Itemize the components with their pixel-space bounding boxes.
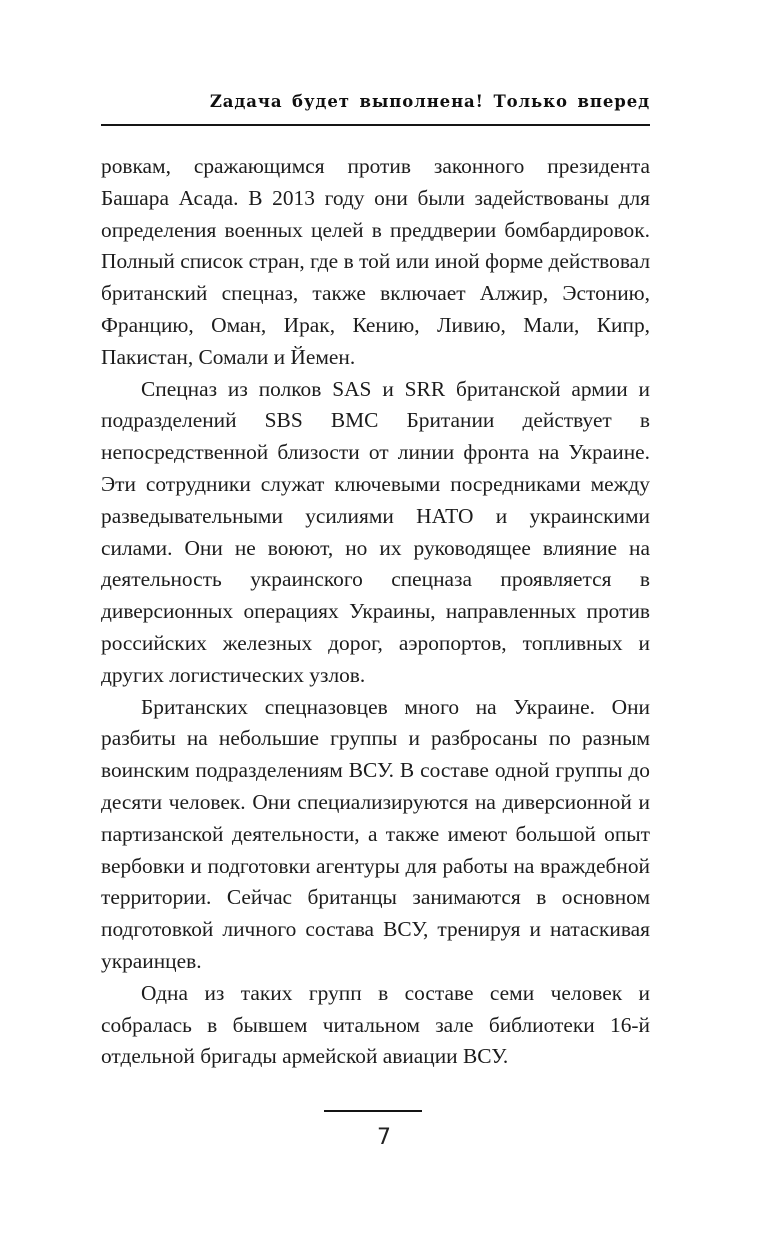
header-rule xyxy=(101,124,650,126)
running-head-text: адача будет выполнена! Только вперед xyxy=(222,92,650,111)
footer-rule xyxy=(324,1110,422,1112)
running-head xyxy=(101,92,650,112)
page-number: 7 xyxy=(377,1125,391,1150)
paragraph: Одна из таких групп в составе семи человек и собралась в бывшем читальном зале библиотеки 16-й отдельной бригады армейской авиации ВСУ. xyxy=(101,980,650,1069)
paragraph: Спецназ из полков SAS и SRR британской армии и подразделений SBS ВМС Британии действует в непосредственной близости от линии фронта на Украине. Эти сотрудники служат ключевыми посредниками между разведывательными усилиями НАТО и украинскими силами. Они не воюют, но их руководящее влияние на деятельность украинского спецназа проявляется в диверсионных операциях Украины, направленных против российских железных дорог, аэропортов, топливных и других логистических узлов. xyxy=(101,376,650,687)
paragraph: Британских спецназовцев много на Украине. Они разбиты на небольшие группы и разбросаны по разным воинским подразделениям ВСУ. В составе одной группы до десяти человек. Они специализируются на диверсионной и партизанской деятельности, а также имеют большой опыт вербовки и подготовки агентуры для работы на враждебной территории. Сейчас британцы занимаются в основном подготовкой личного состава ВСУ, тренируя и натаскивая украинцев. xyxy=(101,694,650,973)
running-head-initial: Z xyxy=(209,92,223,111)
paragraph: ровкам, сражающимся против законного президента Башара Асада. В 2013 году они были задействованы для определения военных целей в преддверии бомбардировок. Полный список стран, где в той или иной форме действовал британский спецназ, также включает Алжир, Эстонию, Францию, Оман, Ирак, Кению, Ливию, Мали, Кипр, Пакистан, Сомали и Йемен. xyxy=(101,154,650,369)
body-text xyxy=(101,151,650,1073)
